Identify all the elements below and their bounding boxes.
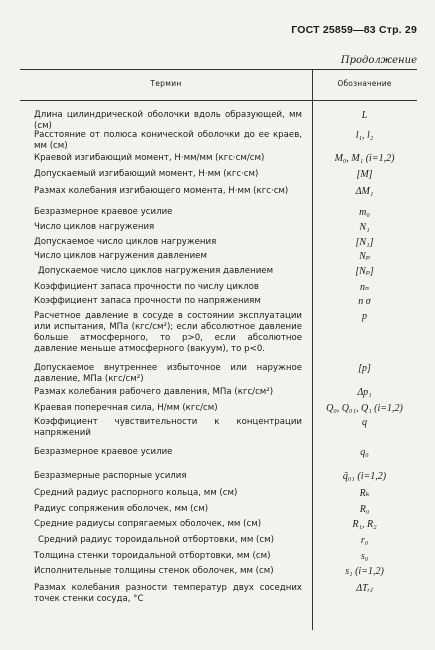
term-symbol: Q₀, Q₀₁, Q₁ (i=1,2) <box>326 403 403 414</box>
term-symbol: nₙ <box>359 282 370 293</box>
term-symbol: p <box>362 311 367 322</box>
term-text: Безразмерное краевое усилие <box>34 207 173 217</box>
term-symbol: N₁ <box>359 222 370 233</box>
term-text: Краевая поперечная сила, Н/мм (кгс/см) <box>34 403 218 413</box>
term-text: Размах колебания разности температур двух соседних точек стенки сосуда, °С <box>34 583 302 604</box>
table-header <box>20 69 417 101</box>
term-symbol: r₀ <box>360 535 369 546</box>
term-text: Число циклов нагружения <box>34 222 155 232</box>
term-text: Число циклов нагружения давлением <box>34 251 207 261</box>
column-header-symbol: Обозначение <box>337 79 392 88</box>
term-symbol: q <box>362 417 367 428</box>
term-symbol: ΔM₁ <box>355 186 374 197</box>
term-text: Допускаемое число циклов нагружения <box>34 237 217 247</box>
term-text: Допускаемое внутреннее избыточное или наружное давление, МПа (кгс/см²) <box>34 363 302 384</box>
term-text: Размах колебания изгибающего момента, Н·мм (кгс·см) <box>34 186 289 196</box>
term-symbol: [M] <box>356 169 373 180</box>
term-text: Средний радиус распорного кольца, мм (см) <box>34 488 238 498</box>
term-text: Безразмерное краевое усилие <box>34 447 173 457</box>
term-symbol: [Nₚ] <box>355 266 374 277</box>
column-header-term: Термин <box>150 79 182 88</box>
continued-label: Продолжение <box>340 55 417 66</box>
term-text: Радиус сопряжения оболочек, мм (см) <box>34 504 209 514</box>
term-text: Коэффициент чувствительности к концентрации напряжений <box>34 417 302 438</box>
term-symbol: Rₖ <box>359 488 370 499</box>
term-symbol: s₁ (i=1,2) <box>345 566 384 577</box>
term-text: Средний радиус тороидальной отбортовки, мм (см) <box>38 535 274 545</box>
term-symbol: m₀ <box>359 207 370 218</box>
term-text: Коэффициент запаса прочности по числу циклов <box>34 282 259 292</box>
term-symbol: q̃₀₁ (i=1,2) <box>342 471 387 482</box>
term-text: Краевой изгибающий момент, Н·мм/мм (кгс·см/см) <box>34 153 265 163</box>
term-symbol: [N₁] <box>355 237 374 248</box>
term-symbol: R₀ <box>359 504 370 515</box>
term-text: Длина цилиндрической оболочки вдоль образующей, мм (см) <box>34 110 302 131</box>
term-text: Коэффициент запаса прочности по напряжениям <box>34 296 261 306</box>
term-symbol: R₁, R₂ <box>352 519 377 530</box>
term-text: Допускаемый изгибающий момент, Н·мм (кгс·см) <box>34 169 259 179</box>
term-text: Средние радиусы сопрягаемых оболочек, мм (см) <box>34 519 262 529</box>
term-text: Размах колебания рабочего давления, МПа (кгс/см²) <box>34 387 274 397</box>
term-text: Допускаемое число циклов нагружения давлением <box>38 266 274 276</box>
term-symbol: s₀ <box>360 551 369 562</box>
term-text: Безразмерные распорные усилия <box>34 471 187 481</box>
term-symbol: Δp₁ <box>357 387 372 398</box>
term-symbol: Nₚ <box>359 251 370 262</box>
term-symbol: M₀, M₁ (i=1,2) <box>334 153 395 164</box>
term-symbol: l₁, l₂ <box>355 130 374 141</box>
term-symbol: q₀ <box>360 447 369 458</box>
term-symbol: L <box>361 110 368 121</box>
term-text: Толщина стенки тороидальной отбортовки, мм (см) <box>34 551 271 561</box>
term-symbol: [p] <box>358 363 371 374</box>
term-text: Расстояние от полюса конической оболочки до ее краев, мм (см) <box>34 130 302 151</box>
term-text: Исполнительные толщины стенок оболочек, мм (см) <box>34 566 274 576</box>
term-symbol: n σ <box>358 296 371 307</box>
term-symbol: ΔTᵣⱼ <box>356 583 373 594</box>
page-reference: ГОСТ 25859—83 Стр. 29 <box>291 24 417 36</box>
term-text: Расчетное давление в сосуде в состоянии эксплуатации или испытания, МПа (кгс/см²); если абсолютное давление больше атмосферного, то p>0, если абсолютное давление меньше атмосферного (вакуум), то p<0. <box>34 311 302 354</box>
